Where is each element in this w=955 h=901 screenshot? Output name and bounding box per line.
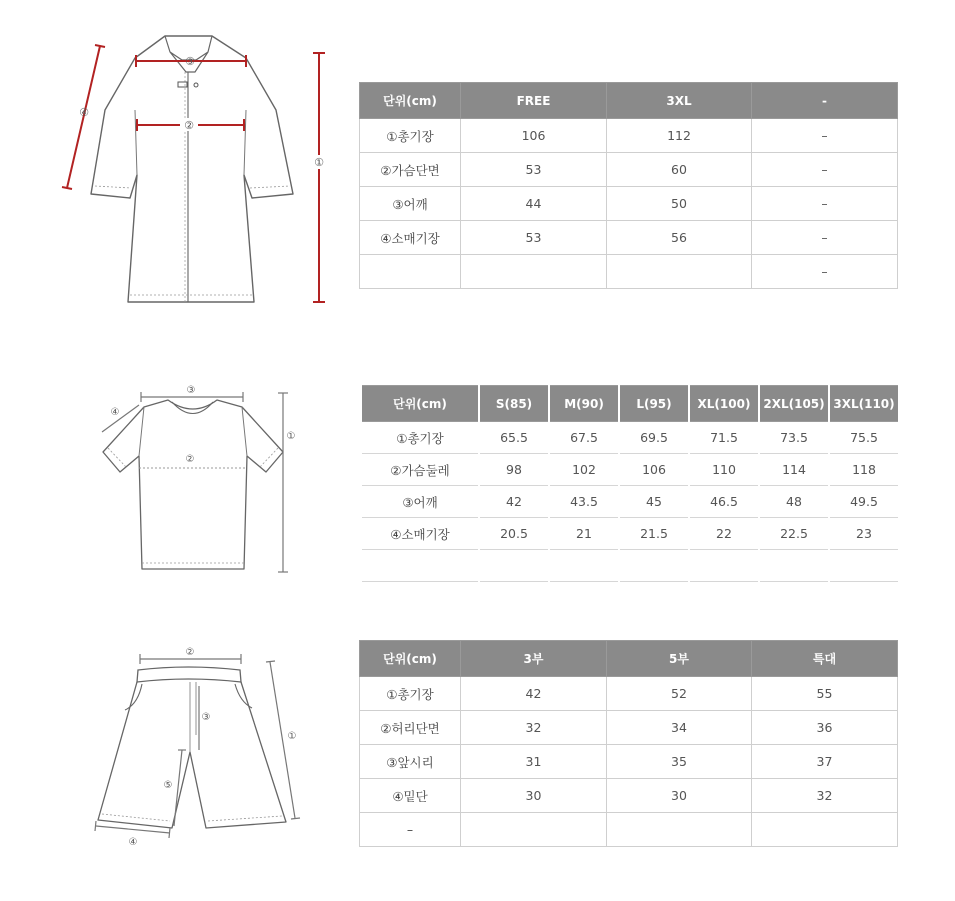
- table-cell: 52: [607, 677, 752, 711]
- header-cell: 3XL: [607, 83, 752, 119]
- row-label: ③어깨: [361, 486, 479, 518]
- table-row: [360, 711, 898, 745]
- table-row: [361, 518, 899, 550]
- shorts-marker-3: ③: [201, 712, 211, 723]
- coat-marker-1: ①: [314, 156, 324, 169]
- table-cell: 34: [607, 711, 752, 745]
- table-row: [360, 813, 898, 847]
- table-cell: [752, 813, 898, 847]
- table-cell: 21.5: [619, 518, 689, 550]
- table-header-row: [360, 641, 898, 677]
- table-cell: 42: [479, 486, 549, 518]
- shorts-size-table: [359, 640, 898, 847]
- tshirt-outline: [103, 400, 283, 569]
- table-row: [361, 422, 899, 454]
- header-cell: 3부: [461, 641, 607, 677]
- table-cell: –: [752, 153, 898, 187]
- table-cell: 69.5: [619, 422, 689, 454]
- table-cell: 42: [461, 677, 607, 711]
- table-cell: 49.5: [829, 486, 899, 518]
- table-row: [360, 119, 898, 153]
- table-row: [361, 454, 899, 486]
- table-cell: 112: [607, 119, 752, 153]
- table-cell: 106: [461, 119, 607, 153]
- row-label: [360, 255, 461, 289]
- table-row: [360, 187, 898, 221]
- table-cell: [479, 550, 549, 582]
- table-cell: 56: [607, 221, 752, 255]
- table-row: [360, 745, 898, 779]
- table-cell: [619, 550, 689, 582]
- row-label: ③어깨: [360, 187, 461, 221]
- row-label: ①총기장: [361, 422, 479, 454]
- table-row: [360, 779, 898, 813]
- table-header-row: [360, 83, 898, 119]
- table-cell: –: [752, 255, 898, 289]
- shorts-marker-2: ②: [185, 647, 195, 658]
- table-header-row: [361, 386, 899, 422]
- table-cell: 75.5: [829, 422, 899, 454]
- table-cell: 60: [607, 153, 752, 187]
- header-cell: 단위(cm): [361, 386, 479, 422]
- coat-illustration: [0, 0, 340, 320]
- coat-outline: [91, 36, 293, 302]
- shorts-outline: [98, 682, 286, 828]
- table-cell: –: [752, 119, 898, 153]
- table-row: [360, 153, 898, 187]
- table-cell: 53: [461, 221, 607, 255]
- table-cell: 22: [689, 518, 759, 550]
- table-cell: [461, 813, 607, 847]
- shorts-marker-4: ④: [128, 837, 138, 848]
- table-cell: 98: [479, 454, 549, 486]
- row-label: –: [360, 813, 461, 847]
- table-cell: 65.5: [479, 422, 549, 454]
- table-cell: 32: [461, 711, 607, 745]
- table-row: [361, 486, 899, 518]
- header-cell: 2XL(105): [759, 386, 829, 422]
- table-cell: 30: [461, 779, 607, 813]
- table-cell: [689, 550, 759, 582]
- row-label: ④소매기장: [361, 518, 479, 550]
- table-cell: 114: [759, 454, 829, 486]
- row-label: ④소매기장: [360, 221, 461, 255]
- table-cell: 35: [607, 745, 752, 779]
- table-cell: 22.5: [759, 518, 829, 550]
- tshirt-size-table: [360, 385, 900, 582]
- header-cell: 단위(cm): [360, 83, 461, 119]
- table-cell: 106: [619, 454, 689, 486]
- header-cell: 3XL(110): [829, 386, 899, 422]
- row-label: ①총기장: [360, 677, 461, 711]
- table-cell: 53: [461, 153, 607, 187]
- table-cell: 55: [752, 677, 898, 711]
- table-cell: 118: [829, 454, 899, 486]
- shorts-illustration: [80, 640, 320, 860]
- table-cell: 50: [607, 187, 752, 221]
- shorts-waistband: [137, 667, 241, 682]
- table-row: [360, 255, 898, 289]
- table-cell: 48: [759, 486, 829, 518]
- coat-marker-2: ②: [184, 119, 194, 132]
- table-cell: [829, 550, 899, 582]
- row-label: [361, 550, 479, 582]
- tshirt-marker-2: ②: [185, 454, 195, 465]
- row-label: ④밑단: [360, 779, 461, 813]
- table-cell: [607, 813, 752, 847]
- header-cell: S(85): [479, 386, 549, 422]
- table-cell: 23: [829, 518, 899, 550]
- table-cell: –: [752, 187, 898, 221]
- coat-marker-4: ④: [79, 106, 89, 119]
- table-row: [360, 221, 898, 255]
- header-cell: 특대: [752, 641, 898, 677]
- table-cell: 43.5: [549, 486, 619, 518]
- table-cell: 21: [549, 518, 619, 550]
- shorts-marker-1: ①: [287, 731, 297, 742]
- row-label: ②허리단면: [360, 711, 461, 745]
- tshirt-marker-1: ①: [286, 431, 296, 442]
- table-cell: 73.5: [759, 422, 829, 454]
- table-cell: 102: [549, 454, 619, 486]
- header-cell: FREE: [461, 83, 607, 119]
- header-cell: 단위(cm): [360, 641, 461, 677]
- header-cell: 5부: [607, 641, 752, 677]
- header-cell: -: [752, 83, 898, 119]
- table-cell: [607, 255, 752, 289]
- table-cell: 31: [461, 745, 607, 779]
- row-label: ②가슴단면: [360, 153, 461, 187]
- table-row: [360, 677, 898, 711]
- table-cell: 36: [752, 711, 898, 745]
- table-cell: 30: [607, 779, 752, 813]
- shorts-marker-5: ⑤: [163, 780, 173, 791]
- table-cell: [549, 550, 619, 582]
- table-cell: [759, 550, 829, 582]
- table-row: [361, 550, 899, 582]
- table-cell: 71.5: [689, 422, 759, 454]
- outer-size-table: [359, 82, 898, 289]
- table-cell: 67.5: [549, 422, 619, 454]
- row-label: ③앞시리: [360, 745, 461, 779]
- header-cell: M(90): [549, 386, 619, 422]
- table-cell: 37: [752, 745, 898, 779]
- table-cell: 20.5: [479, 518, 549, 550]
- table-cell: –: [752, 221, 898, 255]
- tshirt-marker-3: ③: [186, 385, 196, 396]
- table-cell: 45: [619, 486, 689, 518]
- header-cell: L(95): [619, 386, 689, 422]
- table-cell: [461, 255, 607, 289]
- table-cell: 110: [689, 454, 759, 486]
- table-cell: 46.5: [689, 486, 759, 518]
- tshirt-illustration: [90, 380, 310, 580]
- row-label: ①총기장: [360, 119, 461, 153]
- table-cell: 32: [752, 779, 898, 813]
- coat-marker-3: ③: [185, 55, 195, 68]
- table-cell: 44: [461, 187, 607, 221]
- tshirt-marker-4: ④: [110, 407, 120, 418]
- row-label: ②가슴둘레: [361, 454, 479, 486]
- header-cell: XL(100): [689, 386, 759, 422]
